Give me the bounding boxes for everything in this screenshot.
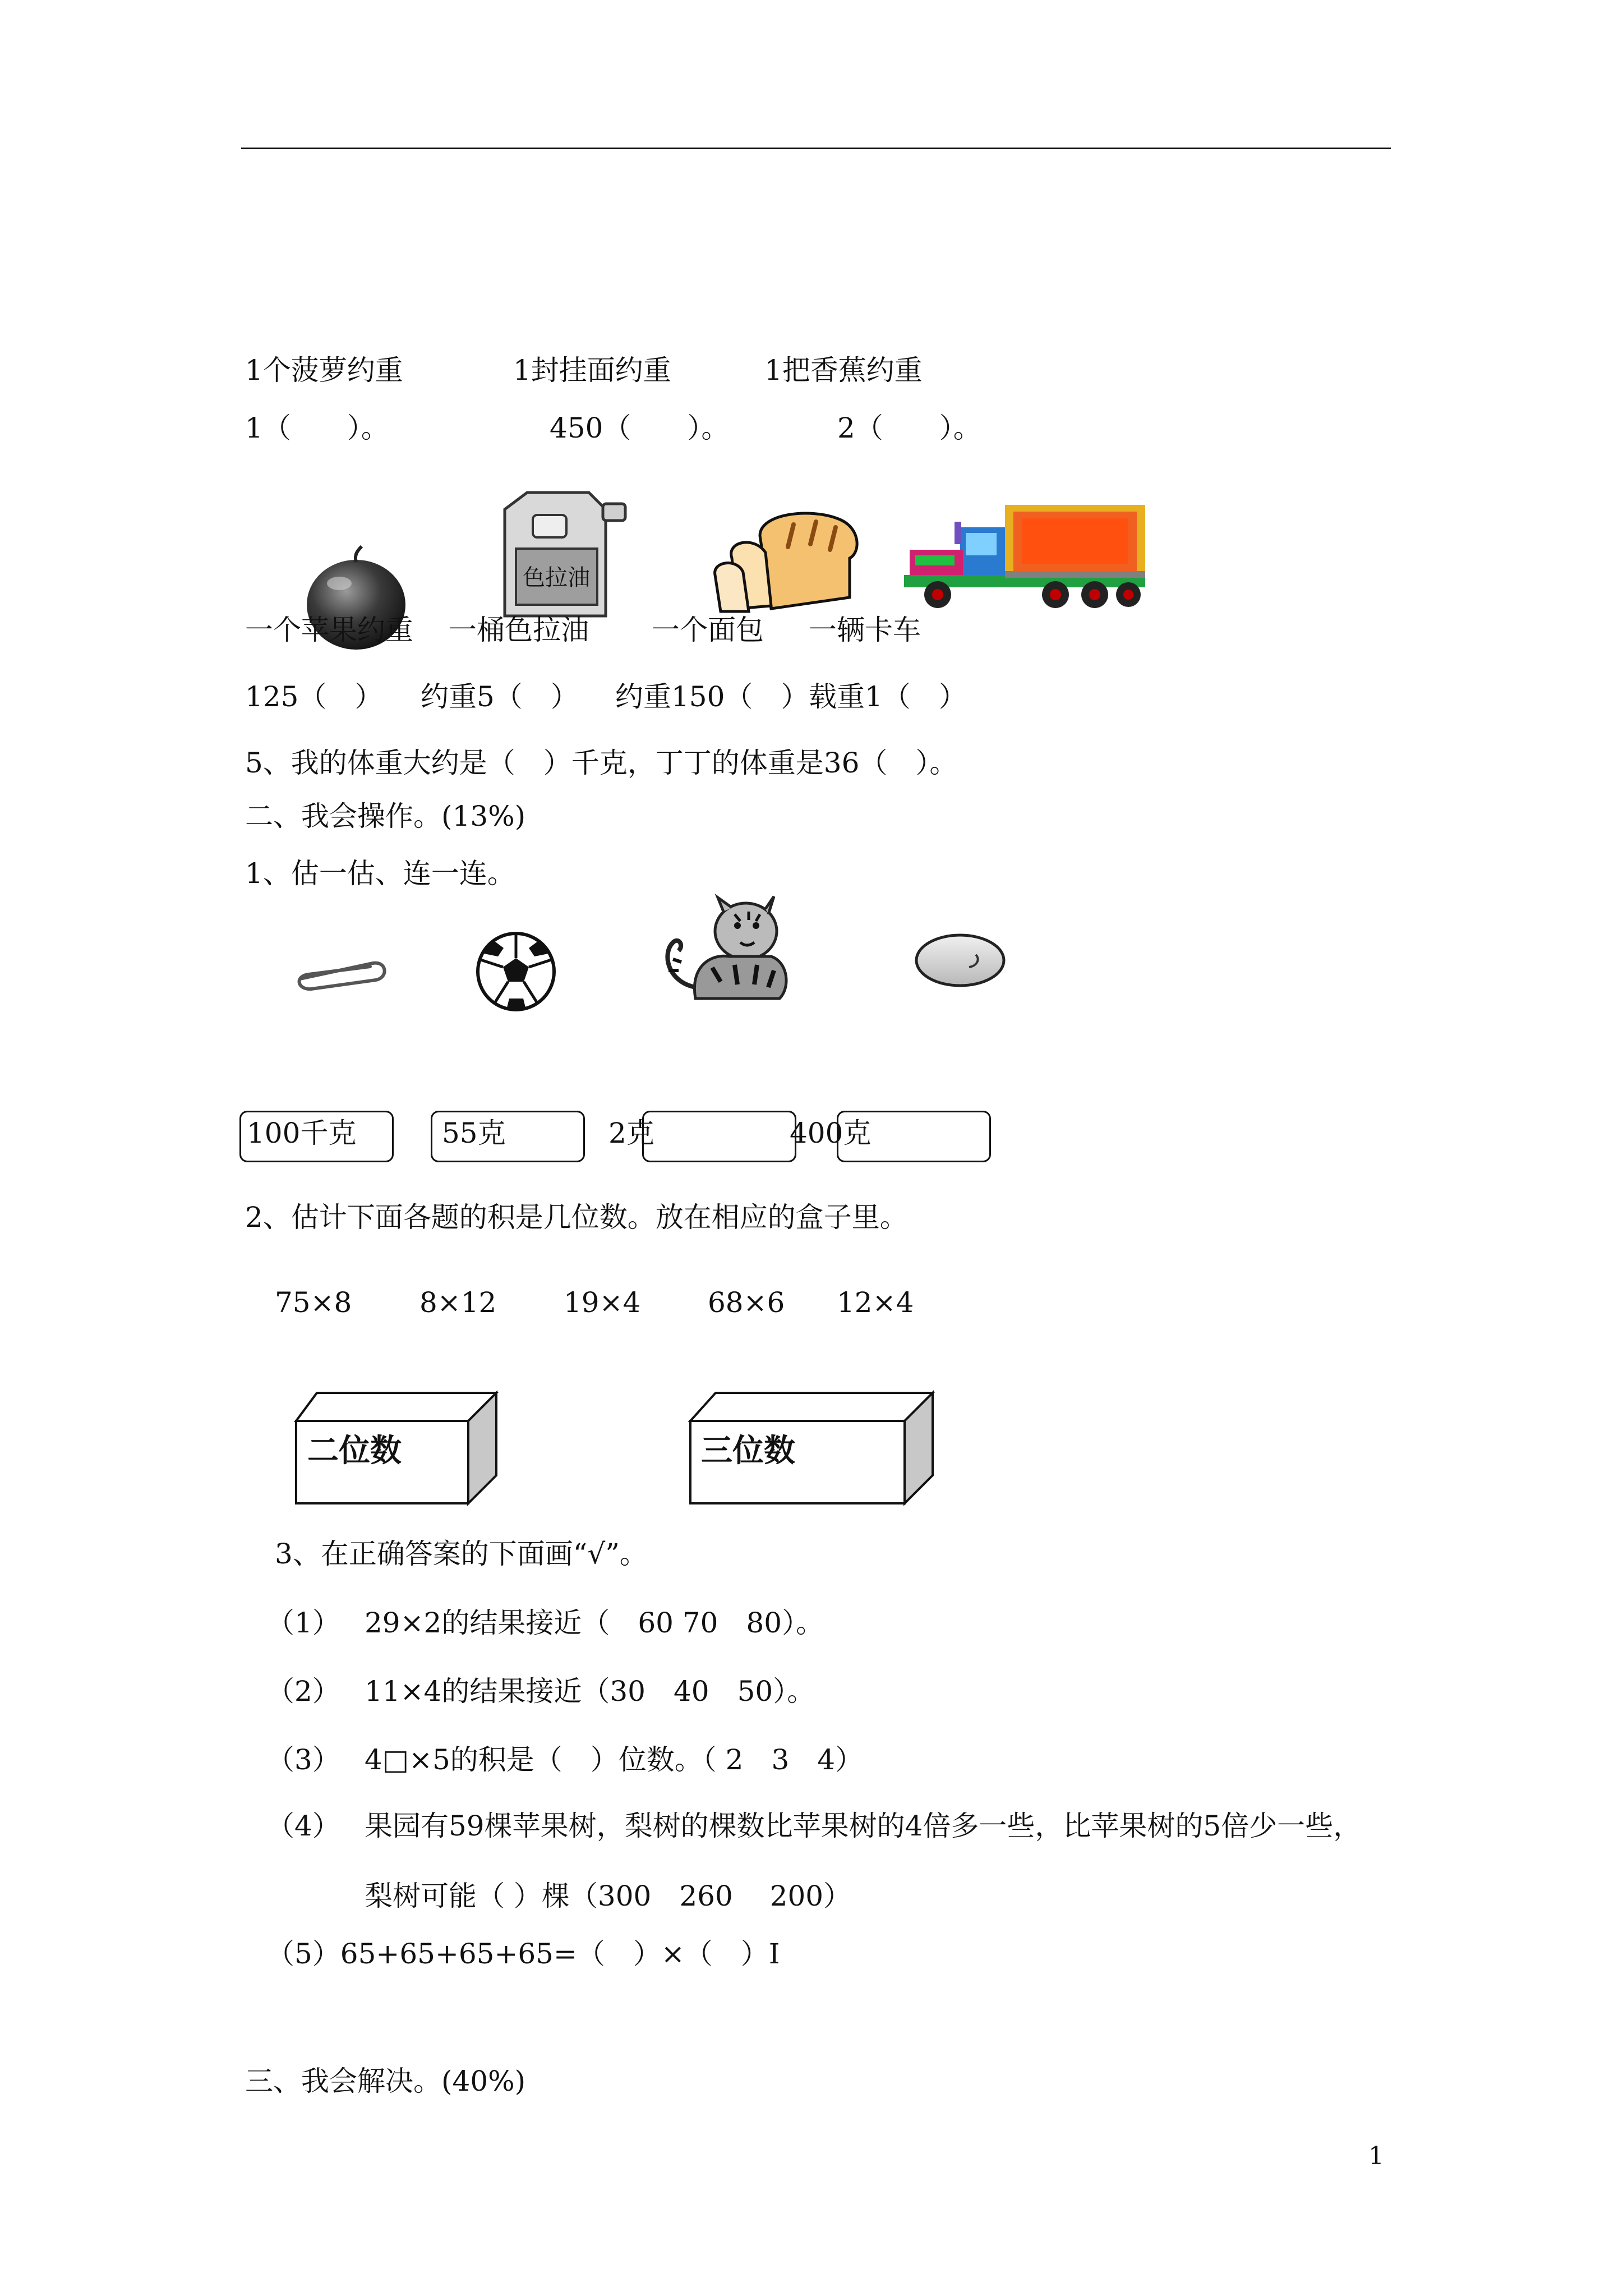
row-a-3: 1把香蕉约重 [764, 354, 923, 386]
row-d-4: 载重1（ ） [809, 680, 967, 713]
oil-jug-label: 色拉油 [523, 565, 590, 591]
item-1-text: 29×2的结果接近（ 60 70 80）。 [365, 1607, 824, 1639]
tiger-picture [651, 892, 802, 1004]
oil-jug-picture [494, 487, 634, 622]
row-b-2: 450（ ）。 [550, 412, 730, 444]
weight-label-1: 100千克 [247, 1117, 357, 1149]
item-1-num: （1） [266, 1607, 340, 1639]
item-3-num: （3） [266, 1743, 340, 1776]
q5-text: 5、我的体重大约是（ ）千克，丁丁的体重是36（ ）。 [245, 747, 958, 779]
row-c-2: 一桶色拉油 [449, 614, 589, 646]
item-2-num: （2） [266, 1675, 340, 1708]
row-d-1: 125（ ） [245, 680, 383, 713]
weight-label-4: 400克 [790, 1117, 872, 1149]
section-3-heading: 三、我会解决。(40%) [245, 2065, 526, 2097]
item-4-text-line2: 梨树可能（ ）棵（300 260 200） [365, 1880, 852, 1912]
item-2-text: 11×4的结果接近（30 40 50）。 [365, 1675, 815, 1708]
weight-label-2: 55克 [442, 1117, 506, 1149]
item-3-text: 4□×5的积是（ ）位数。（ 2 3 4） [365, 1743, 864, 1776]
row-d-2: 约重5（ ） [421, 680, 579, 713]
s2-q2-text: 2、估计下面各题的积是几位数。放在相应的盒子里。 [245, 1201, 908, 1234]
product-3: 19×4 [564, 1286, 641, 1319]
weight-label-3: 2克 [608, 1117, 654, 1149]
item-4-num: （4） [266, 1810, 340, 1842]
row-b-1: 1（ ）。 [245, 412, 389, 444]
row-c-4: 一辆卡车 [809, 614, 921, 646]
row-a-1: 1个菠萝约重 [245, 354, 403, 386]
weight-box-3 [642, 1111, 796, 1162]
cuboid-two-digit-label: 二位数 [307, 1433, 402, 1469]
product-4: 68×6 [708, 1286, 785, 1319]
row-c-1: 一个苹果约重 [245, 614, 413, 646]
page-number: 1 [1368, 2142, 1384, 2170]
item-4-text: 果园有59棵苹果树，梨树的棵数比苹果树的4倍多一些，比苹果树的5倍少一些， [365, 1810, 1362, 1842]
product-2: 8×12 [419, 1286, 497, 1319]
header-rule [241, 148, 1391, 149]
paper-clip-picture [289, 956, 390, 990]
row-b-3: 2（ ）。 [837, 412, 981, 444]
row-a-2: 1封挂面约重 [513, 354, 671, 386]
product-5: 12×4 [837, 1286, 914, 1319]
soccer-ball-picture [476, 931, 557, 1013]
row-d-3: 约重150（ ） [615, 680, 809, 713]
cuboid-three-digit-label: 三位数 [701, 1433, 795, 1469]
egg-picture [914, 932, 1007, 988]
item-5-text: （5）65+65+65+65=（ ）×（ ）I [266, 1938, 780, 1970]
s2-q1-text: 1、估一估、连一连。 [245, 857, 515, 890]
s2-q3-text: 3、在正确答案的下面画“√”。 [275, 1538, 648, 1570]
bread-picture [709, 502, 866, 614]
truck-picture [904, 505, 1151, 617]
section-2-heading: 二、我会操作。(13%) [245, 800, 526, 832]
row-c-3: 一个面包 [652, 614, 764, 646]
product-1: 75×8 [275, 1286, 352, 1319]
